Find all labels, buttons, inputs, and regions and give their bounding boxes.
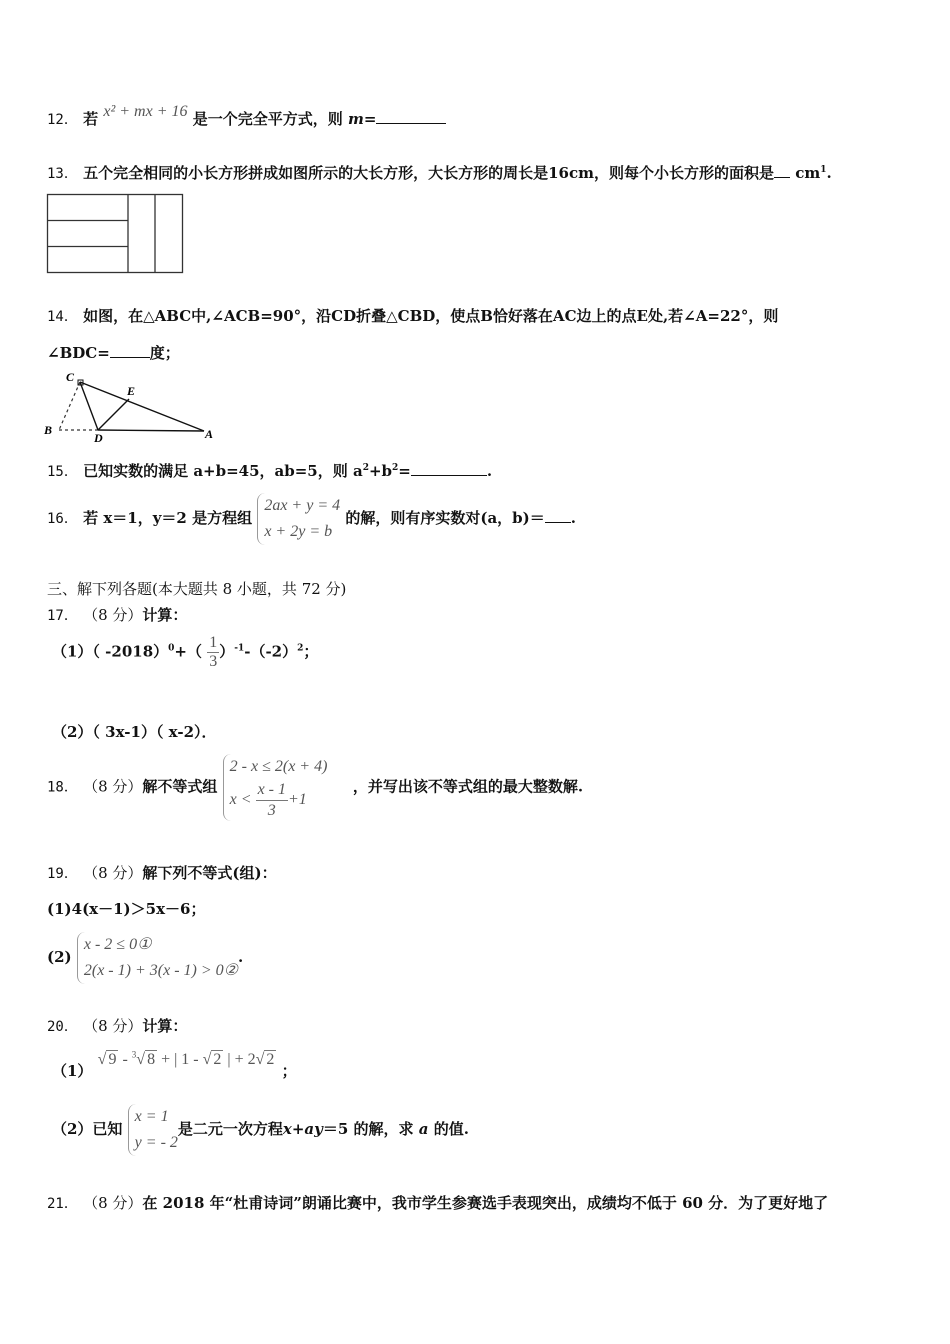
side-ca	[80, 382, 204, 431]
q20-part2	[52, 1104, 469, 1156]
q15-eq: =	[398, 462, 411, 480]
q20	[47, 1015, 187, 1036]
label-e: E	[127, 384, 136, 398]
label-c: C	[66, 370, 75, 384]
q18-title: 解不等式组	[142, 777, 218, 796]
question-number: 21．	[47, 1196, 78, 1212]
q20-part1	[52, 1048, 297, 1080]
q20-p1-label: （1）	[52, 1062, 93, 1080]
q17-part2: （2）（ 3x-1）（ x-2）．	[52, 723, 217, 741]
q14-text: 如图，在△ABC中,∠ACB=90°，沿CD折叠△CBD，使点B恰好落在AC边上的点E处,若∠A=22°，则	[83, 307, 779, 325]
radicand: 2	[213, 1051, 222, 1068]
q21	[47, 1192, 828, 1213]
q13-end: .	[826, 164, 832, 182]
q20-p2-post: 是二元一次方程	[177, 1120, 283, 1138]
q17-p1-exp1: -1	[234, 643, 245, 654]
answer-blank[interactable]	[376, 109, 446, 124]
question-number: 18．	[47, 779, 78, 796]
q18-eq2	[230, 780, 348, 821]
points: （8 分）	[83, 864, 143, 882]
q18-eq2-pre: x <	[229, 791, 252, 809]
q16	[47, 493, 576, 545]
q19-eq2: 2(x - 1) + 3(x - 1) > 0②	[83, 962, 238, 979]
q19	[47, 862, 277, 883]
q20-expr: √ 9 - $^3$√ 8 + | 1 - √ 2 | + 2√ 2	[97, 1049, 275, 1068]
question-number: 16．	[47, 511, 78, 527]
q17-p1-exp0: 0	[168, 643, 175, 654]
q12-pre: 若	[83, 110, 99, 128]
q15-pre: 已知实数的满足 a+b=45，ab=5，则 a	[83, 462, 363, 480]
q13-text: 五个完全相同的小长方形拼成如图所示的大长方形，大长方形的周长是16cm，则每个小长方形的面积是	[83, 164, 774, 182]
radicand: 9	[108, 1051, 117, 1068]
answer-blank[interactable]	[411, 461, 487, 476]
q19-part1: (1)4(x－1)＞5x－6；	[47, 900, 206, 918]
q19-eq1: x - 2 ≤ 0①	[83, 936, 152, 953]
answer-blank[interactable]	[110, 343, 150, 358]
q18	[47, 754, 583, 821]
q14-end: 度；	[149, 344, 180, 362]
q15-sq-b: 2	[392, 463, 399, 473]
side-cd	[80, 382, 98, 430]
points: （8 分）	[83, 1194, 143, 1212]
q20-system	[128, 1104, 178, 1156]
question-number: 13．	[47, 166, 78, 182]
q15	[47, 460, 492, 481]
q19-p2-label: (2)	[47, 948, 72, 966]
q17-p1-close: ）	[219, 642, 235, 661]
q20-p2-rest: ＝5 的解，求	[322, 1120, 414, 1138]
q20-p2-label: （2）已知	[52, 1120, 123, 1138]
q20-eq1: x = 1	[134, 1108, 169, 1125]
rectangle-figure	[46, 193, 186, 275]
q17	[47, 604, 187, 625]
points: （8 分）	[83, 777, 143, 796]
q12-post: 是一个完全平方式，则	[192, 110, 343, 128]
fraction-one-third	[207, 634, 219, 671]
q20-title: 计算：	[142, 1017, 188, 1035]
q14-line1	[47, 305, 778, 326]
q12-expr: x² + mx + 16	[103, 103, 188, 120]
q19-system	[77, 932, 238, 984]
q18-system	[223, 754, 348, 821]
op: -	[118, 1051, 132, 1068]
q17-p1-plus: +（	[174, 642, 202, 661]
q12	[47, 103, 446, 129]
q17-title: 计算：	[142, 606, 188, 624]
denominator: 3	[209, 653, 218, 670]
q18-fraction	[256, 780, 288, 821]
q13-unit: cm	[795, 164, 821, 182]
answer-blank[interactable]	[774, 163, 790, 178]
q16-pre: 若 x＝1，y＝2 是方程组	[83, 509, 253, 527]
q19-p2-end: .	[237, 948, 244, 966]
q17-part1	[52, 634, 318, 671]
q18-eq1: 2 - x ≤ 2(x + 4)	[229, 758, 328, 775]
q20-p1-end: ；	[281, 1062, 297, 1080]
q20-p2-end: 的值.	[433, 1120, 469, 1138]
q19-title: 解下列不等式(组)：	[142, 864, 277, 882]
q17-p1-label: （1）（ -2018）	[52, 642, 169, 661]
root-index: 3	[131, 1049, 137, 1060]
q12-eq: =	[363, 110, 377, 128]
triangle-figure	[40, 366, 230, 446]
numerator: 1	[209, 634, 218, 651]
answer-blank[interactable]	[545, 508, 571, 523]
q19-part2	[47, 932, 243, 984]
label-a: A	[205, 427, 214, 441]
q18-eq2-post: +1	[288, 791, 307, 809]
q13-unit-sup: 1	[820, 165, 827, 175]
q14-line2	[47, 342, 180, 363]
label-b: B	[44, 423, 53, 437]
label-d: D	[94, 431, 103, 445]
points: （8 分）	[83, 1017, 143, 1035]
q12-var: m	[347, 110, 364, 128]
op: | + 2	[223, 1051, 256, 1068]
question-number: 12．	[47, 112, 78, 128]
q15-sq-a: 2	[362, 463, 369, 473]
q14-angle: ∠BDC=	[47, 344, 110, 362]
q20-p2-eq: x+ay	[282, 1120, 323, 1138]
op: + | 1 -	[157, 1051, 203, 1068]
question-number: 17．	[47, 608, 78, 624]
question-number: 14．	[47, 309, 78, 325]
question-number: 20．	[47, 1019, 78, 1035]
side-de	[98, 399, 129, 430]
q21-text: 在 2018 年“杜甫诗词”朗诵比赛中，我市学生参赛选手表现突出，成绩均不低于 60 分．为了更好地了	[142, 1194, 829, 1212]
q18-post: ，并写出该不等式组的最大整数解.	[352, 777, 584, 796]
dashed-cb	[59, 382, 80, 430]
q17-p1-minus: -（-2）	[244, 642, 298, 661]
q20-p2-var: a	[418, 1120, 429, 1138]
q15-mid: +b	[368, 462, 393, 480]
q16-eq2: x + 2y = b	[264, 523, 333, 540]
q17-p1-exp2: 2	[297, 643, 304, 654]
section-heading: 三、解下列各题(本大题共 8 小题，共 72 分)	[47, 580, 347, 598]
side-da	[98, 430, 204, 431]
q13	[47, 162, 832, 183]
question-number: 19．	[47, 866, 78, 882]
q20-eq2: y = - 2	[134, 1134, 178, 1151]
q16-end: .	[570, 509, 576, 527]
q16-post: 的解，则有序实数对(a，b)＝	[345, 509, 545, 527]
points: （8 分）	[83, 606, 143, 624]
big-rectangle	[48, 195, 183, 273]
denominator: 3	[267, 802, 276, 819]
radicand: 8	[147, 1051, 156, 1068]
q15-end: .	[486, 462, 493, 480]
q16-system	[257, 493, 340, 545]
q16-eq1: 2ax + y = 4	[264, 497, 341, 514]
question-number: 15．	[47, 464, 78, 480]
q17-p1-end: ；	[303, 642, 319, 661]
radicand: 2	[266, 1051, 275, 1068]
numerator: x - 1	[256, 780, 288, 801]
